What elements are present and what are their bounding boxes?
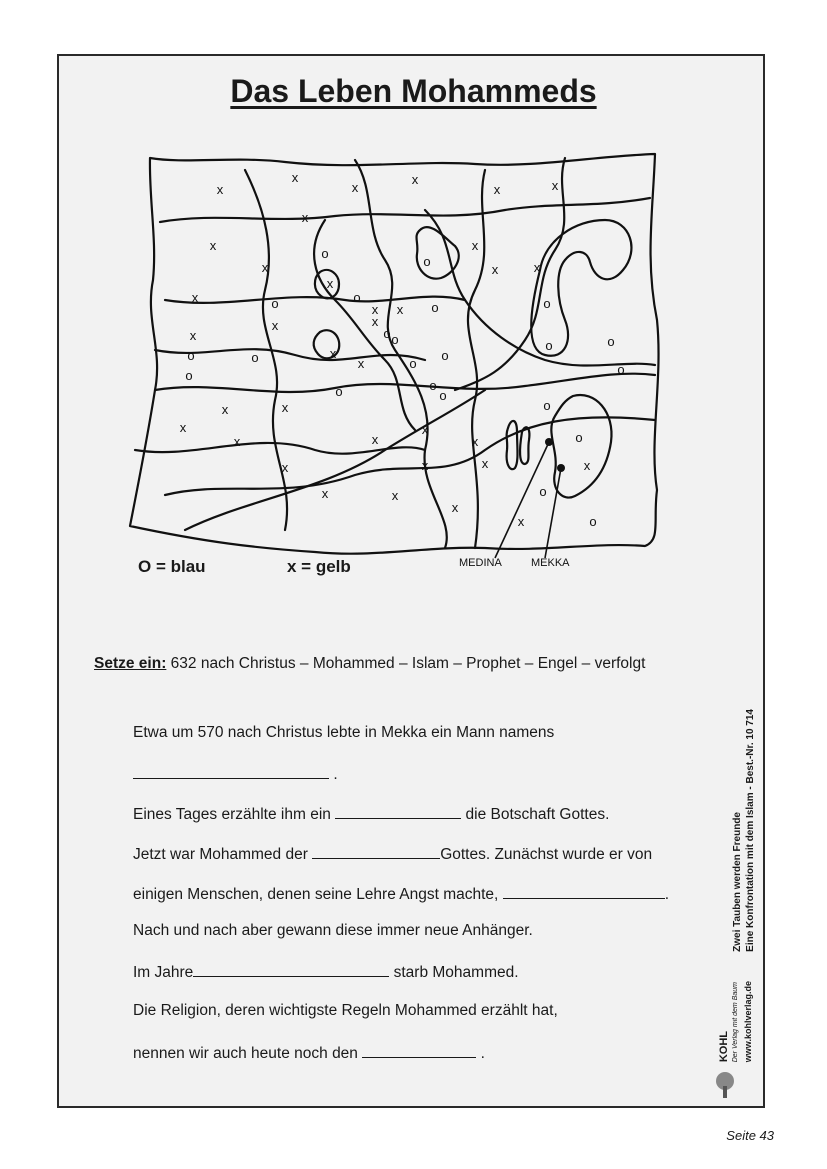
- svg-text:x: x: [321, 486, 329, 501]
- text-line-7: Im Jahre starb Mohammed.: [133, 964, 519, 981]
- svg-text:x: x: [291, 170, 299, 185]
- svg-text:x: x: [261, 260, 269, 275]
- svg-text:o: o: [429, 378, 437, 393]
- hook-region: [531, 220, 631, 356]
- svg-text:x: x: [371, 432, 379, 447]
- svg-text:o: o: [391, 332, 399, 347]
- svg-text:o: o: [539, 484, 547, 499]
- svg-text:x: x: [421, 458, 429, 473]
- blank-religion[interactable]: [362, 1043, 476, 1058]
- svg-text:x: x: [329, 346, 337, 361]
- svg-text:x: x: [451, 500, 459, 515]
- svg-text:x: x: [517, 514, 525, 529]
- svg-text:o: o: [441, 348, 449, 363]
- publisher-sidebar: [712, 709, 772, 1120]
- svg-text:o: o: [383, 326, 391, 341]
- label-mekka: MEKKA: [531, 557, 570, 569]
- word-bank-label: Setze ein:: [94, 655, 167, 672]
- text-line-3: Eines Tages erzählte ihm ein die Botschaft Gottes.: [133, 806, 610, 823]
- coloring-map: [125, 150, 665, 590]
- publisher-website: www.kohlverlag.de: [743, 980, 753, 1062]
- page-number: Seite 43: [726, 1128, 774, 1143]
- svg-text:o: o: [607, 334, 615, 349]
- svg-text:x: x: [411, 172, 419, 187]
- svg-text:x: x: [533, 260, 541, 275]
- svg-text:x: x: [191, 290, 199, 305]
- svg-text:o: o: [251, 350, 259, 365]
- svg-text:x: x: [301, 210, 309, 225]
- blank-persecuted[interactable]: [503, 884, 665, 899]
- svg-text:o: o: [545, 338, 553, 353]
- svg-text:x: x: [551, 178, 559, 193]
- svg-text:x: x: [281, 460, 289, 475]
- svg-text:x: x: [179, 420, 187, 435]
- tree-logo-icon: [712, 1070, 738, 1100]
- blank-prophet[interactable]: [312, 844, 440, 859]
- text-line-5: einigen Menschen, denen seine Lehre Angst machte, .: [133, 886, 669, 903]
- svg-text:x: x: [189, 328, 197, 343]
- svg-text:x: x: [391, 488, 399, 503]
- text-line-2: .: [133, 764, 338, 784]
- text-line-4: Jetzt war Mohammed der Gottes. Zunächst wurde er von: [133, 846, 653, 863]
- svg-text:o: o: [431, 300, 439, 315]
- book-subtitle: Eine Konfrontation mit dem Islam - Best.-Nr. 10 714: [745, 709, 756, 952]
- text-line-6: Nach und nach aber gewann diese immer neue Anhänger.: [133, 922, 533, 939]
- svg-text:x: x: [221, 402, 229, 417]
- svg-text:x: x: [491, 262, 499, 277]
- svg-text:x: x: [209, 238, 217, 253]
- svg-text:x: x: [357, 356, 365, 371]
- page-title: Das Leben Mohammeds: [230, 73, 597, 109]
- svg-text:o: o: [439, 388, 447, 403]
- publisher-name: KOHL: [718, 1030, 730, 1062]
- svg-text:o: o: [575, 430, 583, 445]
- svg-text:x: x: [326, 276, 334, 291]
- svg-text:o: o: [409, 356, 417, 371]
- svg-text:x: x: [583, 458, 591, 473]
- word-bank: [94, 655, 754, 673]
- svg-text:o: o: [353, 290, 361, 305]
- svg-text:x: x: [471, 434, 479, 449]
- word-bank-words: 632 nach Christus – Mohammed – Islam – Prophet – Engel – verfolgt: [170, 655, 646, 672]
- svg-text:o: o: [335, 384, 343, 399]
- svg-text:x: x: [471, 238, 479, 253]
- svg-text:x: x: [216, 182, 224, 197]
- blank-angel[interactable]: [335, 804, 461, 819]
- svg-text:x: x: [371, 314, 379, 329]
- svg-text:x: x: [371, 302, 379, 317]
- publisher-slogan: Der Verlag mit dem Baum: [732, 981, 739, 1062]
- svg-text:x: x: [233, 434, 241, 449]
- svg-text:o: o: [543, 296, 551, 311]
- svg-text:o: o: [423, 254, 431, 269]
- legend-yellow: x = gelb: [287, 557, 351, 576]
- peninsula: [551, 395, 611, 498]
- svg-text:o: o: [271, 296, 279, 311]
- label-medina: MEDINA: [459, 557, 502, 569]
- svg-text:o: o: [543, 398, 551, 413]
- blank-year[interactable]: [193, 962, 389, 977]
- blank-name[interactable]: [133, 764, 329, 779]
- svg-text:o: o: [187, 348, 195, 363]
- svg-text:x: x: [271, 318, 279, 333]
- svg-text:o: o: [321, 246, 329, 261]
- svg-text:x: x: [421, 422, 429, 437]
- svg-text:x: x: [396, 302, 404, 317]
- text-line-9: nennen wir auch heute noch den .: [133, 1045, 485, 1062]
- svg-text:x: x: [493, 182, 501, 197]
- legend-blue: O = blau: [138, 557, 206, 576]
- svg-text:x: x: [281, 400, 289, 415]
- svg-text:x: x: [351, 180, 359, 195]
- text-line-8: Die Religion, deren wichtigste Regeln Mohammed erzählt hat,: [133, 1002, 558, 1019]
- svg-text:x: x: [481, 456, 489, 471]
- island-1: [416, 227, 458, 279]
- book-title: Zwei Tauben werden Freunde: [732, 812, 743, 952]
- text-line-1: Etwa um 570 nach Christus lebte in Mekka ein Mann namens: [133, 724, 555, 741]
- svg-text:o: o: [617, 362, 625, 377]
- svg-text:o: o: [589, 514, 597, 529]
- svg-text:o: o: [185, 368, 193, 383]
